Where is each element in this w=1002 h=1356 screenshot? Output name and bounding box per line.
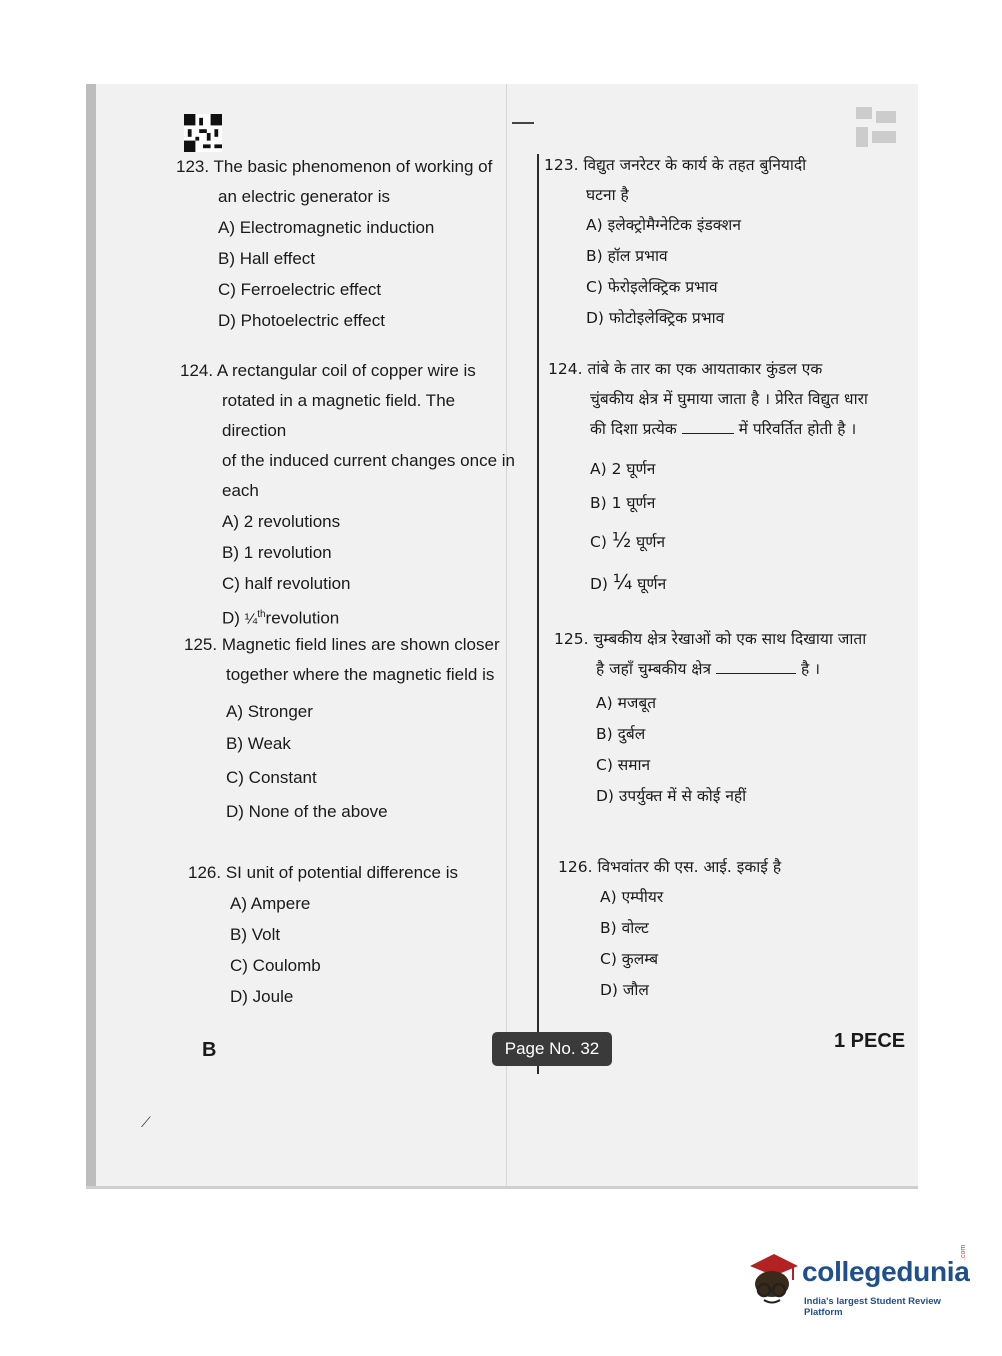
option-b: B) हॉल प्रभाव <box>586 247 668 265</box>
option-d: D) Photoelectric effect <box>218 311 385 330</box>
top-dash <box>512 122 534 124</box>
column-divider <box>537 154 539 1074</box>
option-d: D) फोटोइलेक्ट्रिक प्रभाव <box>586 309 725 327</box>
question-stem: The basic phenomenon of working of <box>213 157 493 176</box>
question-stem: A rectangular coil of copper wire is <box>216 361 476 380</box>
option-c: C) Coulomb <box>230 956 321 975</box>
option-a: A) Ampere <box>230 894 311 913</box>
option-b: B) Volt <box>230 925 281 944</box>
question-number: 124. <box>548 360 583 378</box>
option-c: C) ½ घूर्णन <box>590 528 666 552</box>
option-d: D) None of the above <box>226 802 388 821</box>
qr-code-icon <box>184 114 222 152</box>
fraction: ¼ <box>612 570 633 594</box>
option-c: C) half revolution <box>222 574 351 593</box>
fraction: ¼ <box>244 610 258 628</box>
option-a: A) 2 घूर्णन <box>590 460 656 478</box>
question-124-hi <box>548 354 888 604</box>
question-125-en <box>184 630 524 829</box>
question-stem: of the induced current changes once in <box>222 451 515 470</box>
option-a: A) Electromagnetic induction <box>218 218 435 237</box>
question-stem: an electric generator is <box>218 187 390 206</box>
option-b: B) 1 घूर्णन <box>590 494 656 512</box>
paper-code: 1 PECE <box>834 1030 906 1052</box>
stray-mark: ⟋ <box>141 1114 151 1130</box>
question-number: 125. <box>554 630 589 648</box>
option-a: A) Stronger <box>226 702 313 721</box>
question-number: 125. <box>184 635 218 654</box>
option-a: A) एम्पीयर <box>600 888 664 906</box>
question-stem: घटना है <box>586 186 629 204</box>
answer-blank <box>682 419 734 434</box>
option-b: B) दुर्बल <box>596 725 646 743</box>
question-number: 126. <box>188 863 222 882</box>
option-c: C) फेरोइलेक्ट्रिक प्रभाव <box>586 278 718 296</box>
exam-page <box>86 84 918 1186</box>
question-number: 123. <box>544 156 579 174</box>
question-126-en <box>188 858 518 1012</box>
question-124-en <box>180 356 520 635</box>
option-a: A) इलेक्ट्रोमैग्नेटिक इंडक्शन <box>586 216 741 234</box>
option-c: C) Constant <box>226 768 317 787</box>
option-b: B) 1 revolution <box>222 543 332 562</box>
answer-blank <box>716 659 796 674</box>
question-stem: चुंबकीय क्षेत्र में घुमाया जाता है । प्रेरित विद्युत धारा <box>590 390 868 408</box>
set-letter: B <box>202 1039 217 1061</box>
question-123-hi <box>544 150 884 334</box>
question-stem: विभवांतर की एस. आई. इकाई है <box>597 858 782 876</box>
option-b: B) Weak <box>226 734 291 753</box>
question-stem: विद्युत जनरेटर के कार्य के तहत बुनियादी <box>583 156 807 174</box>
question-126-hi <box>558 852 888 1006</box>
option-d: D) Joule <box>230 987 294 1006</box>
question-number: 126. <box>558 858 593 876</box>
faded-qr-icon <box>856 106 896 148</box>
question-stem: है जहाँ चुम्बकीय क्षेत्र है । <box>596 660 820 678</box>
option-d: D) उपर्युक्त में से कोई नहीं <box>596 787 747 805</box>
question-123-en <box>176 152 506 336</box>
option-a: A) मजबूत <box>596 694 657 712</box>
option-d: D) ¼ घूर्णन <box>590 570 667 594</box>
option-b: B) Hall effect <box>218 249 316 268</box>
question-125-hi <box>554 624 894 812</box>
question-stem: rotated in a magnetic field. The direction <box>222 391 456 440</box>
option-d: D) जौल <box>600 981 649 999</box>
option-a: A) 2 revolutions <box>222 512 341 531</box>
collegedunia-logo <box>744 1244 970 1318</box>
fraction: ½ <box>611 528 632 552</box>
question-stem: together where the magnetic field is <box>226 665 495 684</box>
question-number: 123. <box>176 157 210 176</box>
option-c: C) कुलम्ब <box>600 950 659 968</box>
question-stem: SI unit of potential difference is <box>225 863 458 882</box>
page-number-badge: Page No. 32 <box>492 1032 612 1066</box>
option-d: D) ¼$^{th}$revolution <box>222 608 340 628</box>
question-stem: चुम्बकीय क्षेत्र रेखाओं को एक साथ दिखाया जाता <box>593 630 867 648</box>
logo-tld: .com <box>960 1244 967 1260</box>
question-number: 124. <box>180 361 214 380</box>
question-stem: तांबे के तार का एक आयताकार कुंडल एक <box>587 360 823 378</box>
option-c: C) Ferroelectric effect <box>218 280 382 299</box>
logo-wordmark: collegedunia <box>802 1256 970 1287</box>
question-stem: each <box>222 481 259 500</box>
logo-tagline: India's largest Student Review Platform <box>804 1296 941 1318</box>
sheet-bottom-edge <box>86 1186 918 1189</box>
option-c: C) समान <box>596 756 651 774</box>
question-stem: Magnetic field lines are shown closer <box>221 635 500 654</box>
mascot-icon <box>744 1250 800 1306</box>
question-stem: की दिशा प्रत्येक में परिवर्तित होती है । <box>590 420 857 438</box>
option-b: B) वोल्ट <box>600 919 649 937</box>
